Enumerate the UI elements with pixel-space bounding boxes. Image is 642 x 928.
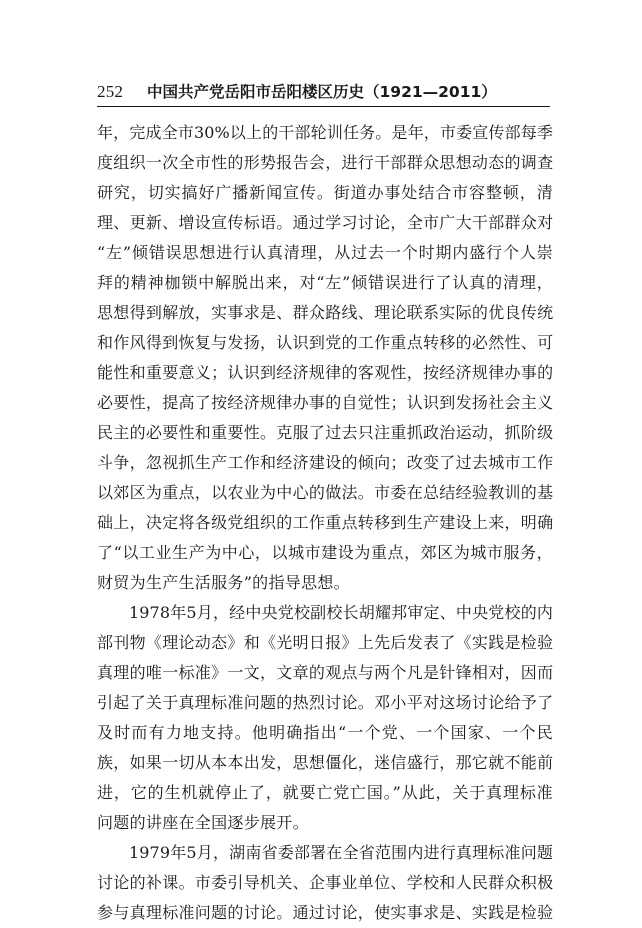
- page-header: [97, 80, 550, 107]
- page-number: 252: [97, 82, 124, 101]
- text-line: 部刊物《理论动态》和《光明日报》上先后发表了《实践是检验: [97, 633, 553, 652]
- running-title: 中国共产党岳阳市岳阳楼区历史（1921—2011）: [147, 83, 497, 101]
- text-line: 拜的精神枷锁中解脱出来，对“左”倾错误进行了认真的清理，: [97, 273, 553, 292]
- text-line: 参与真理标准问题的讨论。通过讨论，使实事求是、实践是检验: [97, 903, 553, 922]
- text-line: 思想得到解放，实事求是、群众路线、理论联系实际的优良传统: [97, 303, 553, 322]
- text-line: 讨论的补课。市委引导机关、企事业单位、学校和人民群众积极: [97, 873, 553, 892]
- text-line: 真理的唯一标准》一文，文章的观点与两个凡是针锋相对，因而: [97, 663, 553, 682]
- text-line: 以郊区为重点，以农业为中心的做法。市委在总结经验教训的基: [97, 483, 553, 502]
- text-line: 民主的必要性和重要性。克服了过去只注重抓政治运动，抓阶级: [97, 423, 553, 442]
- text-line: 族，如果一切从本本出发，思想僵化，迷信盛行，那它就不能前: [97, 753, 553, 772]
- text-line: 进，它的生机就停止了，就要亡党亡国。”从此，关于真理标准: [97, 783, 553, 802]
- body-text: [97, 118, 553, 928]
- text-line: 斗争，忽视抓生产工作和经济建设的倾向；改变了过去城市工作: [97, 453, 553, 472]
- text-line: 问题的讲座在全国逐步展开。: [97, 813, 309, 832]
- text-line: 础上，决定将各级党组织的工作重点转移到生产建设上来，明确: [97, 513, 553, 532]
- text-line: 年，完成全市30%以上的干部轮训任务。是年，市委宣传部每季: [97, 123, 553, 142]
- text-line: 理、更新、增设宣传标语。通过学习讨论，全市广大干部群众对: [97, 213, 553, 232]
- text-line: 及时而有力地支持。他明确指出“一个党、一个国家、一个民: [97, 723, 553, 742]
- text-line: 了“以工业生产为中心，以城市建设为重点，郊区为城市服务，: [97, 543, 553, 562]
- text-line: “左”倾错误思想进行认真清理，从过去一个时期内盛行个人崇: [97, 243, 553, 262]
- text-line: 和作风得到恢复与发扬，认识到党的工作重点转移的必然性、可: [97, 333, 553, 352]
- text-line: 度组织一次全市性的形势报告会，进行干部群众思想动态的调查: [97, 153, 553, 172]
- text-line: 1978年5月，经中央党校副校长胡耀邦审定、中央党校的内: [129, 603, 553, 622]
- text-line: 1979年5月，湖南省委部署在全省范围内进行真理标准问题: [129, 843, 553, 862]
- text-line: 引起了关于真理标准问题的热烈讨论。邓小平对这场讨论给予了: [97, 693, 553, 712]
- text-line: 必要性，提高了按经济规律办事的自觉性；认识到发扬社会主义: [97, 393, 553, 412]
- text-line: 研究，切实搞好广播新闻宣传。街道办事处结合市容整顿，清: [97, 183, 553, 202]
- text-line: 能性和重要意义；认识到经济规律的客观性，按经济规律办事的: [97, 363, 553, 382]
- text-line: 财贸为生产生活服务”的指导思想。: [97, 573, 350, 592]
